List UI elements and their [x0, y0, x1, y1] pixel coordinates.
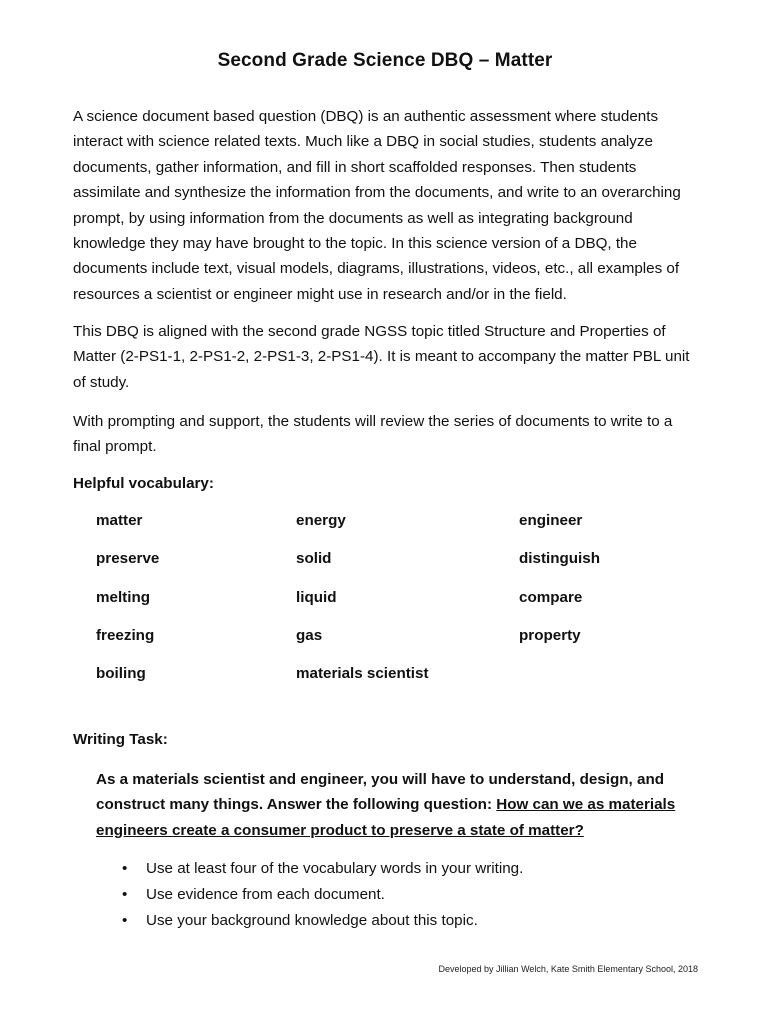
writing-task-prompt — [96, 767, 706, 843]
vocabulary-word: preserve — [96, 550, 160, 568]
vocabulary-row — [96, 589, 716, 627]
writing-task-intro: As a materials scientist and engineer, you will have to understand, design, and construct many things. Answer the following question: — [96, 771, 664, 814]
vocabulary-row — [96, 550, 716, 588]
list-item: • Use at least four of the vocabulary words in your writing. — [120, 856, 680, 882]
page-footer: Developed by Jillian Welch, Kate Smith Elementary School, 2018 — [438, 964, 698, 974]
writing-task-requirements — [120, 856, 680, 933]
intro-paragraph-2: This DBQ is aligned with the second grade NGSS topic titled Structure and Properties of Matter (2-PS1-1, 2-PS1-2, 2-PS1-3, 2-PS1-4). It is meant to accompany the matter PBL unit of study. — [73, 323, 690, 391]
writing-task-heading: Writing Task: — [73, 731, 168, 748]
vocabulary-word: engineer — [519, 512, 583, 529]
vocabulary-row — [96, 627, 716, 665]
vocabulary-word: energy — [296, 512, 346, 529]
intro-paragraph-1: A science document based question (DBQ) is an authentic assessment where students interact with science related texts. Much like a DBQ in social studies, students analyze documents, gather information, and fill in short scaffolded responses. Then students assimilate and synthesize the information from the documents, and write to an overarching prompt, by using information from the documents as well as integrating background knowledge they may have brought to the topic. In this science version of a DBQ, the documents include text, visual models, diagrams, illustrations, videos, etc., all examples of resources a scientist or engineer might use in research and/or in the field. — [73, 108, 681, 303]
writing-task-question: How can we as materials engineers create a consumer product to preserve a state of matter? — [96, 796, 676, 839]
vocabulary-word: distinguish — [519, 550, 600, 568]
vocabulary-word: matter — [96, 512, 143, 529]
vocabulary-word: melting — [96, 588, 151, 606]
vocabulary-row — [96, 665, 716, 703]
vocabulary-word: solid — [296, 550, 332, 568]
vocabulary-row — [96, 512, 716, 550]
intro-paragraph-3: With prompting and support, the students will review the series of documents to write to a final prompt. — [73, 413, 673, 456]
vocabulary-word: freezing — [96, 626, 155, 644]
vocabulary-word: liquid — [296, 588, 337, 606]
vocabulary-word: property — [519, 626, 581, 644]
vocabulary-heading: Helpful vocabulary: — [73, 475, 214, 492]
list-item: • Use evidence from each document. — [120, 882, 680, 908]
page-title: Second Grade Science DBQ – Matter — [217, 50, 553, 71]
vocabulary-word: boiling — [96, 665, 146, 683]
list-item: • Use your background knowledge about this topic. — [120, 908, 680, 934]
vocabulary-grid — [96, 512, 716, 703]
vocabulary-word: compare — [519, 588, 583, 606]
vocabulary-word: materials scientist — [296, 665, 429, 683]
vocabulary-word: gas — [296, 626, 323, 644]
